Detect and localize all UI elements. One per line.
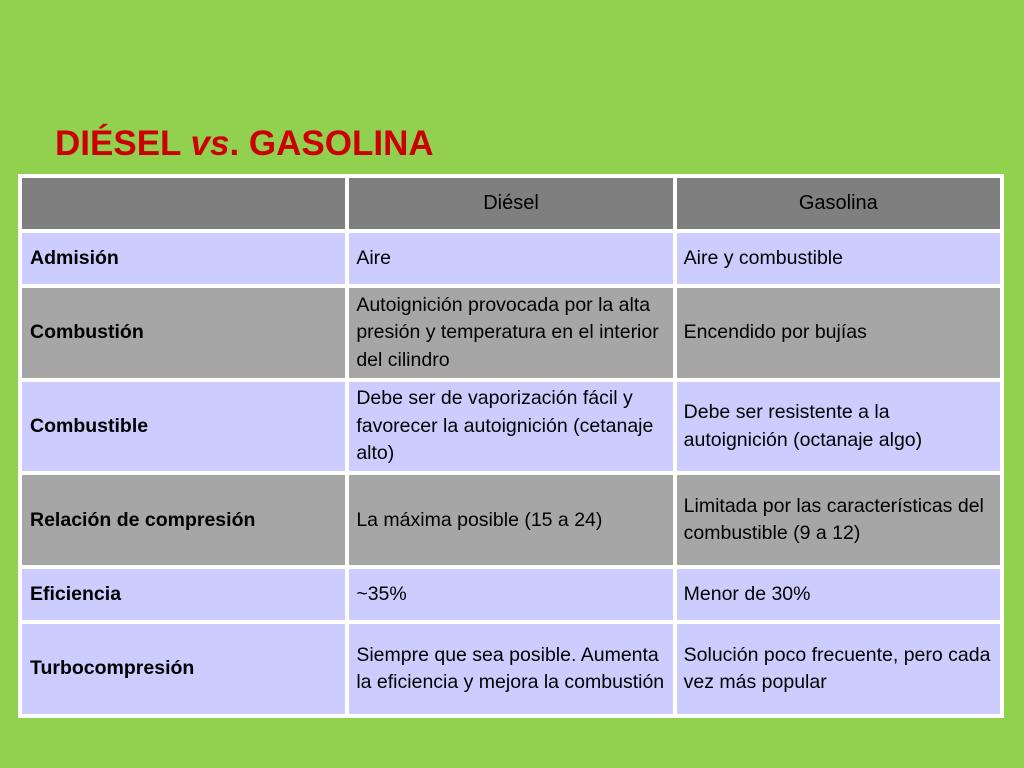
title-vs: vs [190, 124, 230, 163]
gasolina-cell: Encendido por bujías [677, 288, 1000, 378]
slide-title [55, 122, 434, 166]
header-diesel: Diésel [349, 178, 672, 229]
diesel-cell: ~35% [349, 569, 672, 620]
title-diesel: DIÉSEL [55, 124, 191, 163]
diesel-cell: Autoignición provocada por la alta presión y temperatura en el interior del cilindro [349, 288, 672, 378]
diesel-cell: La máxima posible (15 a 24) [349, 475, 672, 565]
table-row-eficiencia [22, 569, 1000, 620]
diesel-cell: Aire [349, 233, 672, 284]
table-row-relacion-compresion [22, 475, 1000, 565]
gasolina-cell: Solución poco frecuente, pero cada vez más popular [677, 624, 1000, 714]
row-label: Admisión [22, 233, 345, 284]
row-label: Combustible [22, 382, 345, 472]
table-row-admision [22, 233, 1000, 284]
title-gasolina: . GASOLINA [229, 124, 434, 163]
header-gasolina: Gasolina [677, 178, 1000, 229]
row-label: Turbocompresión [22, 624, 345, 714]
comparison-table-container [18, 174, 1004, 718]
comparison-table [18, 174, 1004, 718]
row-label: Combustión [22, 288, 345, 378]
header-empty-cell [22, 178, 345, 229]
gasolina-cell: Aire y combustible [677, 233, 1000, 284]
table-row-turbocompresion [22, 624, 1000, 714]
gasolina-cell: Debe ser resistente a la autoignición (octanaje algo) [677, 382, 1000, 472]
table-row-combustible [22, 382, 1000, 472]
table-header-row [22, 178, 1000, 229]
diesel-cell: Debe ser de vaporización fácil y favorecer la autoignición (cetanaje alto) [349, 382, 672, 472]
diesel-cell: Siempre que sea posible. Aumenta la eficiencia y mejora la combustión [349, 624, 672, 714]
row-label: Relación de compresión [22, 475, 345, 565]
row-label: Eficiencia [22, 569, 345, 620]
gasolina-cell: Menor de 30% [677, 569, 1000, 620]
table-row-combustion [22, 288, 1000, 378]
gasolina-cell: Limitada por las características del combustible (9 a 12) [677, 475, 1000, 565]
